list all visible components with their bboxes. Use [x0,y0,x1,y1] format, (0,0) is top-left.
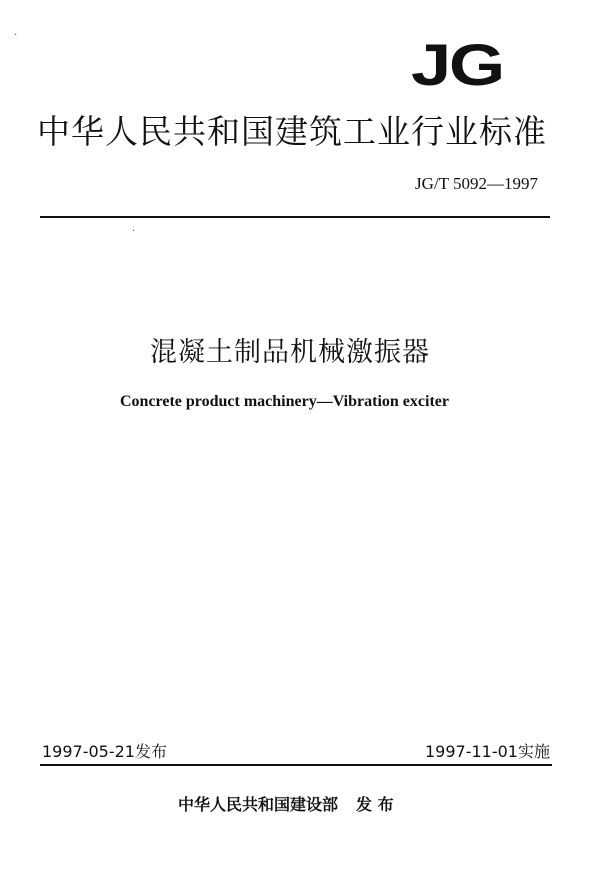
standard-code: JG/T 5092—1997 [415,174,538,193]
standard-category-title: 中华人民共和国建筑工业行业标准 [37,112,547,151]
publish-label: 发 布 [356,795,394,814]
header-divider [40,216,550,218]
scan-speck: · [132,226,136,237]
implementation-date: 1997-11-01实施 [425,742,550,761]
document-title-zh: 混凝土制品机械激振器 [150,337,430,368]
scan-speck: · [14,30,18,41]
publisher-name: 中华人民共和国建设部 [178,795,339,814]
issue-date: 1997-05-21发布 [42,742,167,761]
footer-divider [40,764,552,766]
publisher-line [178,795,394,815]
jg-logo: JG [411,33,503,98]
document-title-en: Concrete product machinery—Vibration exciter [120,393,449,410]
